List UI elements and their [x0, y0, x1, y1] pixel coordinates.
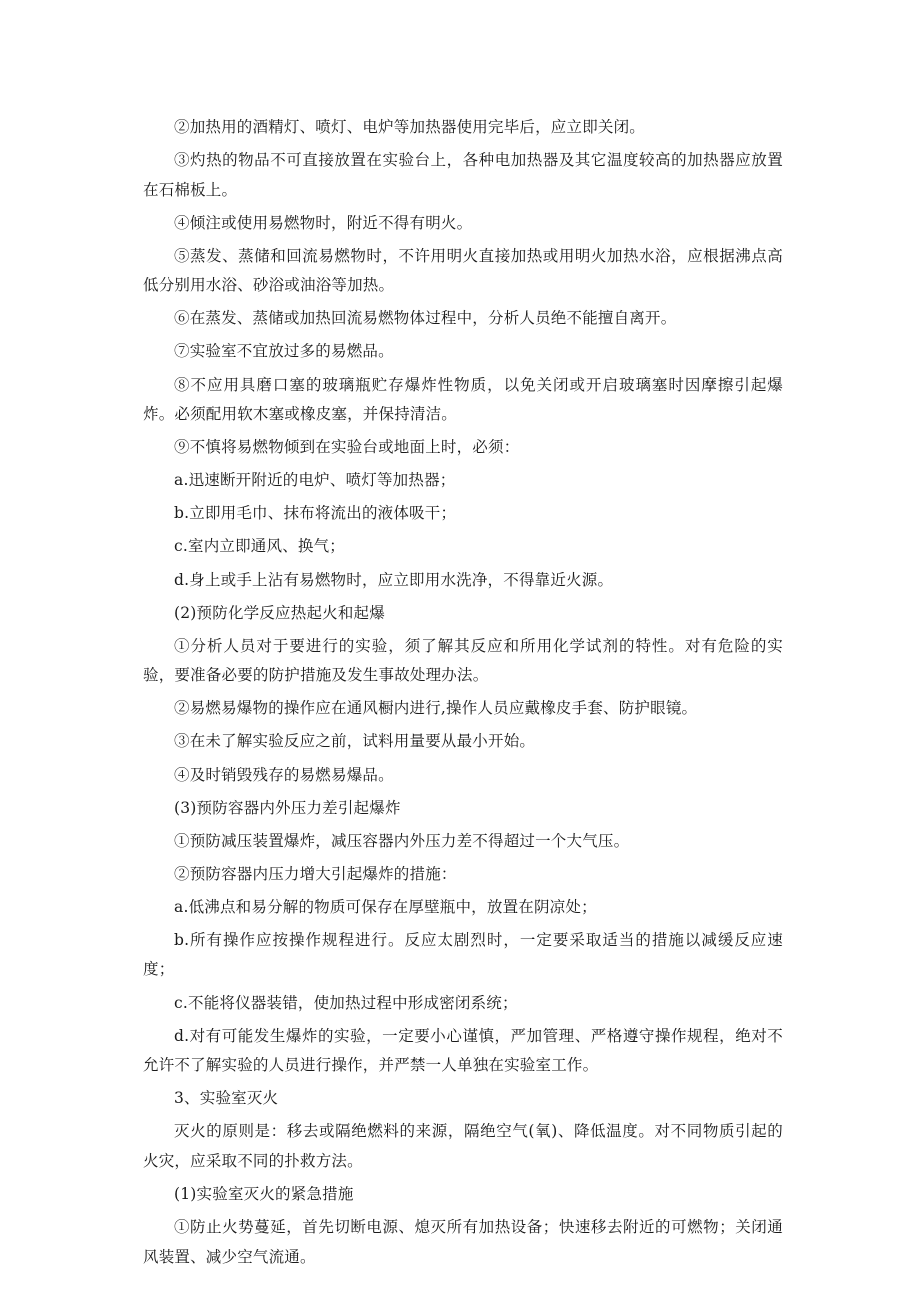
paragraph: ⑤蒸发、蒸储和回流易燃物时，不许用明火直接加热或用明火加热水浴，应根据沸点高低分别用水浴、砂浴或油浴等加热。	[143, 246, 783, 295]
list-item: a.迅速断开附近的电炉、喷灯等加热器；	[174, 471, 456, 490]
paragraph: ③在未了解实验反应之前，试料用量要从最小开始。	[174, 732, 536, 751]
paragraph: ②易燃易爆物的操作应在通风橱内进行,操作人员应戴橡皮手套、防护眼镜。	[174, 699, 698, 718]
paragraph: ①防止火势蔓延，首先切断电源、熄灭所有加热设备；快速移去附近的可燃物；关闭通风装置、减少空气流通。	[143, 1218, 783, 1266]
paragraph: ①分析人员对于要进行的实验，须了解其反应和所用化学试剂的特性。对有危险的实验，要准备必要的防护措施及发生事故处理办法。	[143, 636, 783, 685]
list-item: b.所有操作应按操作规程进行。反应太剧烈时，一定要采取适当的措施以减缓反应速度；	[143, 930, 783, 979]
paragraph: ④倾注或使用易燃物时，附近不得有明火。	[174, 213, 473, 232]
paragraph: ⑨不慎将易燃物倾到在实验台或地面上时，必须：	[174, 438, 520, 457]
section-heading: (1)实验室灭火的紧急措施	[174, 1184, 354, 1203]
paragraph: ②加热用的酒精灯、喷灯、电炉等加热器使用完毕后，应立即关闭。	[174, 118, 646, 136]
list-item: c.室内立即通风、换气；	[174, 537, 346, 556]
paragraph: 灭火的原则是：移去或隔绝燃料的来源，隔绝空气(氧)、降低温度。对不同物质引起的火灾，应采取不同的扑救方法。	[143, 1122, 783, 1170]
paragraph: ③灼热的物品不可直接放置在实验台上，各种电加热器及其它温度较高的加热器应放置在石棉板上。	[143, 151, 783, 199]
paragraph: ⑧不应用具磨口塞的玻璃瓶贮存爆炸性物质，以免关闭或开启玻璃塞时因摩擦引起爆炸。必须配用软木塞或橡皮塞，并保持清洁。	[143, 375, 783, 424]
section-heading: (3)预防容器内外压力差引起爆炸	[174, 798, 401, 817]
paragraph: ①预防减压装置爆炸，减压容器内外压力差不得超过一个大气压。	[174, 831, 630, 850]
list-item: d.身上或手上沾有易燃物时，应立即用水洗净，不得靠近火源。	[174, 570, 614, 589]
section-heading: 3、实验室灭火	[174, 1089, 279, 1108]
list-item: a.低沸点和易分解的物质可保存在厚壁瓶中，放置在阴凉处；	[174, 897, 597, 916]
list-item: b.立即用毛巾、抹布将流出的液体吸干；	[174, 504, 457, 523]
list-item: c.不能将仪器装错，使加热过程中形成密闭系统；	[174, 993, 518, 1012]
paragraph: ⑥在蒸发、蒸储或加热回流易燃物体过程中，分析人员绝不能擅自离开。	[174, 309, 677, 328]
document-body	[143, 113, 783, 1276]
section-heading: (2)预防化学反应热起火和起爆	[174, 603, 385, 622]
list-item: d.对有可能发生爆炸的实验，一定要小心谨慎，严加管理、严格遵守操作规程，绝对不允许不了解实验的人员进行操作，并严禁一人单独在实验室工作。	[143, 1026, 783, 1075]
paragraph: ⑦实验室不宜放过多的易燃品。	[174, 342, 394, 361]
paragraph: ④及时销毁残存的易燃易爆品。	[174, 765, 394, 784]
paragraph: ②预防容器内压力增大引起爆炸的措施：	[174, 864, 457, 883]
